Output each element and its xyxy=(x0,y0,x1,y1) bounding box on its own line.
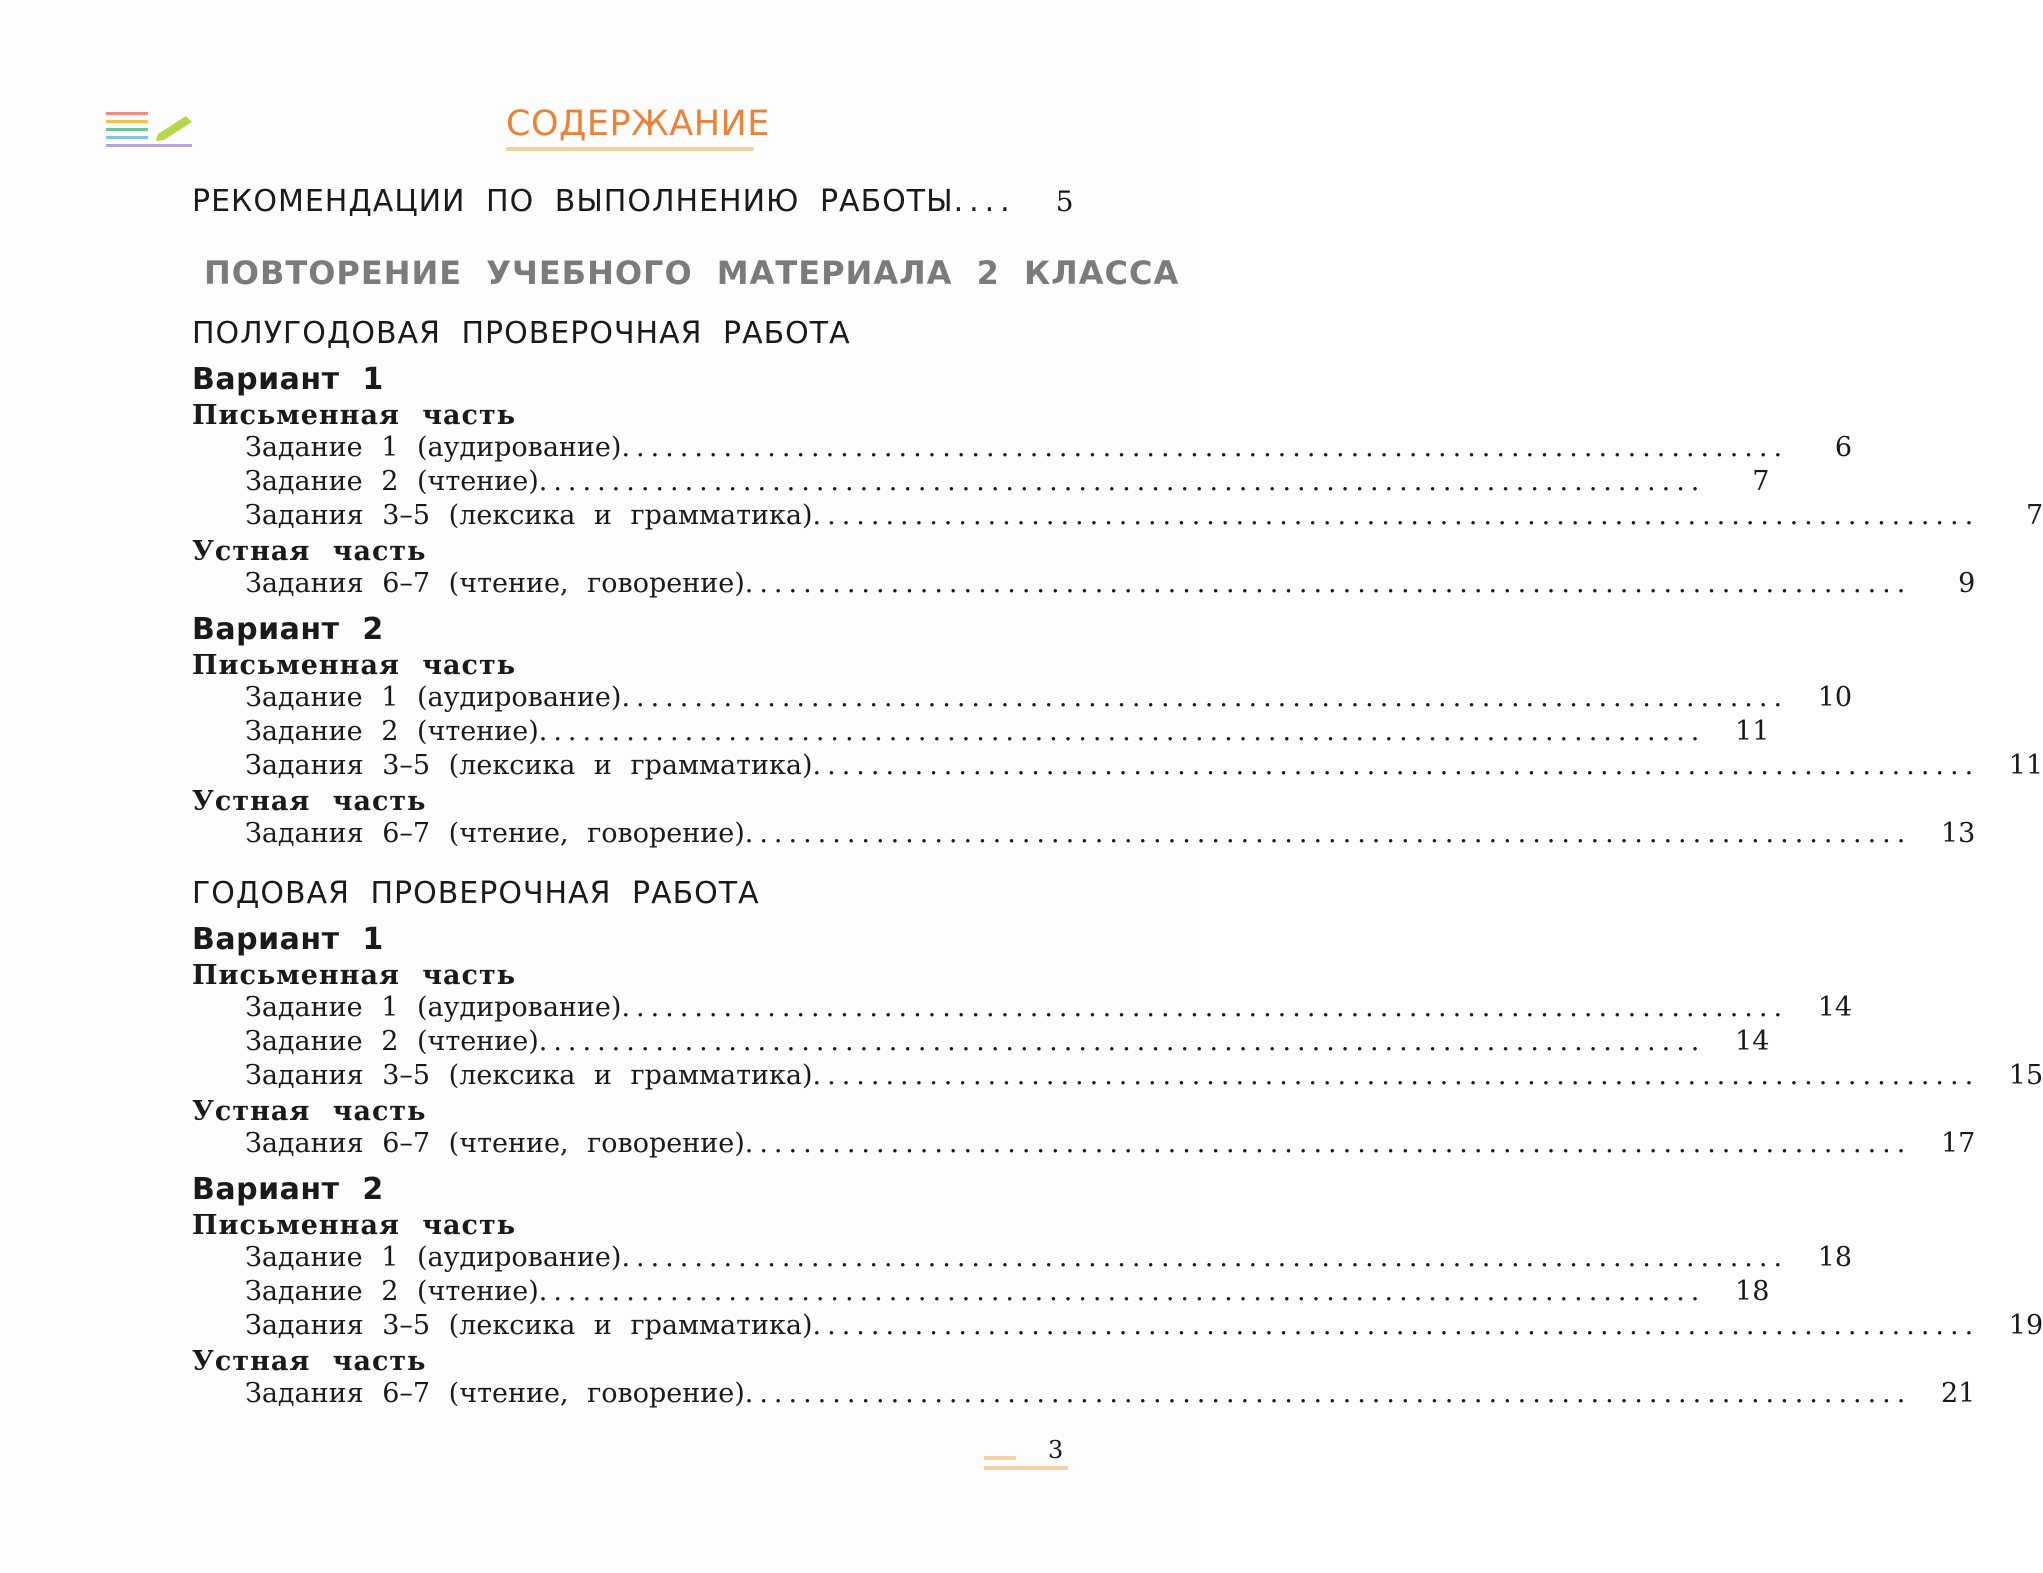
toc-entry[interactable] xyxy=(245,466,1770,497)
toc-entry[interactable] xyxy=(245,682,1853,713)
footer-decor-line xyxy=(984,1466,1068,1470)
toc-page-number: 17 xyxy=(1941,1128,1976,1159)
toc-leader-dots: ................................................................................ xyxy=(538,716,1706,747)
toc-entry[interactable] xyxy=(245,1310,2043,1341)
toc-page-number: 5 xyxy=(1055,185,1074,218)
toc-entry-label: Задания 3–5 (лексика и грамматика) xyxy=(245,750,813,781)
toc-entry[interactable] xyxy=(245,716,1770,747)
toc-page-number: 18 xyxy=(1735,1276,1770,1307)
toc-entry[interactable] xyxy=(245,1276,1770,1307)
toc-leader-dots: ................................................................................ xyxy=(812,1060,1980,1091)
oral-part-heading: Устная часть xyxy=(192,1346,427,1377)
written-part-heading: Письменная часть xyxy=(192,960,517,991)
toc-page-number: 11 xyxy=(2008,750,2043,781)
toc-entry-label: Задание 2 (чтение) xyxy=(245,1276,539,1307)
toc-entry[interactable] xyxy=(245,1026,1770,1057)
toc-leader-dots: ................................................................................ xyxy=(621,682,1789,713)
toc-leader-dots: ................................................................................ xyxy=(812,750,1980,781)
toc-leader-dots: ................................................................................ xyxy=(621,992,1789,1023)
toc-entry-label: Задания 3–5 (лексика и грамматика) xyxy=(245,500,813,531)
toc-leader-dots: ................................................................................ xyxy=(538,466,1706,497)
toc-page-number: 9 xyxy=(1958,568,1976,599)
toc-leader-dots: ................................................................................ xyxy=(744,1378,1912,1409)
toc-entry-label: Задание 2 (чтение) xyxy=(245,1026,539,1057)
toc-page-number: 11 xyxy=(1735,716,1770,747)
toc-entry-label: Задание 2 (чтение) xyxy=(245,716,539,747)
toc-page-number: 15 xyxy=(2008,1060,2043,1091)
written-part-heading: Письменная часть xyxy=(192,650,517,681)
variant-heading: Вариант 2 xyxy=(192,612,384,647)
toc-entry[interactable] xyxy=(245,1060,2043,1091)
toc-leader-dots: ................................................................................ xyxy=(538,1276,1706,1307)
toc-leader-dots: ................................................................................ xyxy=(812,500,1980,531)
variant-heading: Вариант 1 xyxy=(192,362,384,397)
page-number: 3 xyxy=(1048,1436,1064,1464)
toc-page-number: 13 xyxy=(1941,818,1976,849)
toc-entry-label: Задание 1 (аудирование) xyxy=(245,432,622,463)
page-title: СОДЕРЖАНИЕ xyxy=(506,104,770,144)
toc-entry-label: Задания 6–7 (чтение, говорение) xyxy=(245,1378,745,1409)
written-part-heading: Письменная часть xyxy=(192,400,517,431)
toc-entry-recommendations[interactable] xyxy=(192,184,1074,219)
toc-leader-dots: .... xyxy=(953,184,1016,219)
toc-page-number: 18 xyxy=(1817,1242,1853,1273)
footer-decor-line xyxy=(984,1456,1016,1460)
toc-entry[interactable] xyxy=(245,818,1976,849)
title-underline xyxy=(506,147,754,151)
toc-leader-dots: ................................................................................ xyxy=(621,432,1789,463)
toc-entry-label: Задание 1 (аудирование) xyxy=(245,1242,622,1273)
toc-entry[interactable] xyxy=(245,992,1853,1023)
toc-page-number: 14 xyxy=(1735,1026,1770,1057)
toc-leader-dots: ................................................................................ xyxy=(744,818,1912,849)
toc-entry[interactable] xyxy=(245,750,2043,781)
toc-page-number: 14 xyxy=(1817,992,1853,1023)
toc-page-number: 19 xyxy=(2008,1310,2043,1341)
work-title: ГОДОВАЯ ПРОВЕРОЧНАЯ РАБОТА xyxy=(192,876,760,911)
toc-entry-label: Задания 6–7 (чтение, говорение) xyxy=(245,568,745,599)
toc-entry[interactable] xyxy=(245,1242,1853,1273)
variant-heading: Вариант 2 xyxy=(192,1172,384,1207)
toc-page-number: 21 xyxy=(1941,1378,1976,1409)
toc-entry[interactable] xyxy=(245,568,1976,599)
oral-part-heading: Устная часть xyxy=(192,1096,427,1127)
toc-entry-label: Задания 6–7 (чтение, говорение) xyxy=(245,818,745,849)
toc-entry[interactable] xyxy=(245,500,2043,531)
toc-entry-label: РЕКОМЕНДАЦИИ ПО ВЫПОЛНЕНИЮ РАБОТЫ xyxy=(192,184,954,219)
variant-heading: Вариант 1 xyxy=(192,922,384,957)
colored-lines-pencil-icon xyxy=(106,112,196,152)
toc-page-number: 10 xyxy=(1817,682,1853,713)
oral-part-heading: Устная часть xyxy=(192,786,427,817)
toc-entry-label: Задания 6–7 (чтение, говорение) xyxy=(245,1128,745,1159)
toc-page-number: 7 xyxy=(1752,466,1770,497)
toc-entry[interactable] xyxy=(245,432,1853,463)
toc-entry-label: Задание 2 (чтение) xyxy=(245,466,539,497)
work-title: ПОЛУГОДОВАЯ ПРОВЕРОЧНАЯ РАБОТА xyxy=(192,316,851,351)
toc-entry-label: Задание 1 (аудирование) xyxy=(245,682,622,713)
toc-leader-dots: ................................................................................ xyxy=(744,568,1912,599)
toc-leader-dots: ................................................................................ xyxy=(621,1242,1789,1273)
written-part-heading: Письменная часть xyxy=(192,1210,517,1241)
toc-entry-label: Задания 3–5 (лексика и грамматика) xyxy=(245,1310,813,1341)
toc-entry-label: Задание 1 (аудирование) xyxy=(245,992,622,1023)
toc-entry[interactable] xyxy=(245,1378,1976,1409)
toc-leader-dots: ................................................................................ xyxy=(812,1310,1980,1341)
toc-entry[interactable] xyxy=(245,1128,1976,1159)
section-heading: ПОВТОРЕНИЕ УЧЕБНОГО МАТЕРИАЛА 2 КЛАССА xyxy=(204,254,1180,292)
toc-page-number: 7 xyxy=(2025,500,2043,531)
toc-leader-dots: ................................................................................ xyxy=(538,1026,1706,1057)
toc-page-number: 6 xyxy=(1834,432,1853,463)
toc-leader-dots: ................................................................................ xyxy=(744,1128,1912,1159)
oral-part-heading: Устная часть xyxy=(192,536,427,567)
toc-entry-label: Задания 3–5 (лексика и грамматика) xyxy=(245,1060,813,1091)
